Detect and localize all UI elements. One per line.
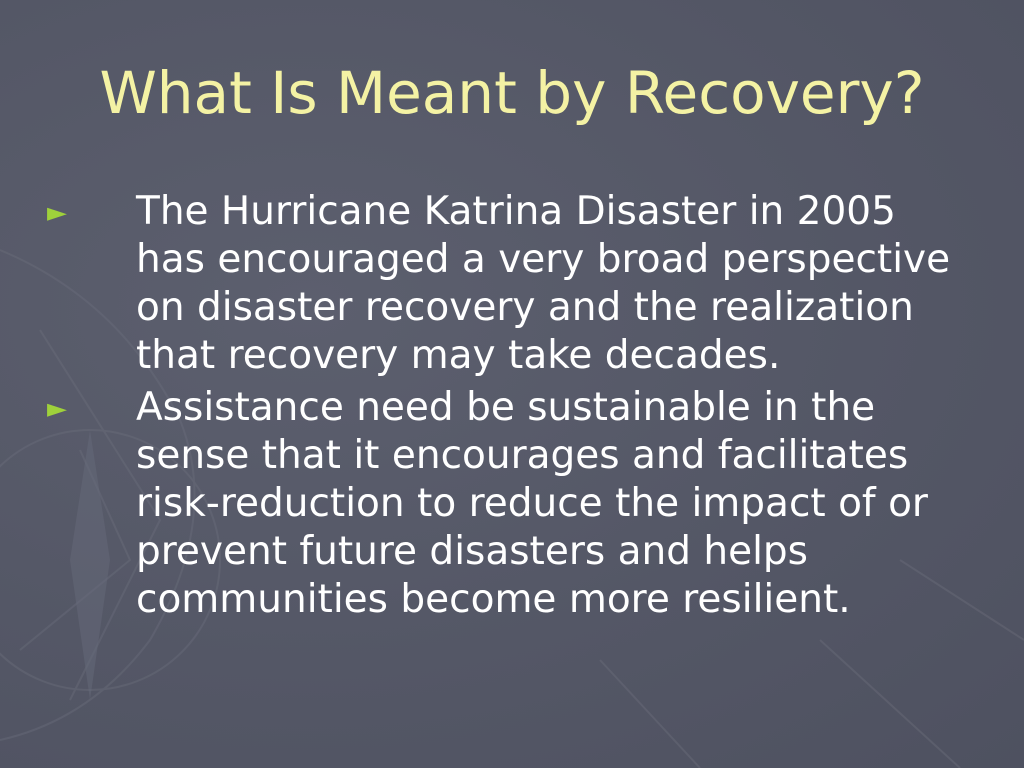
- bullet-item: [0, 188, 1024, 380]
- bullet-line: communities become more resilient.: [136, 577, 851, 622]
- triangle-bullet-icon: ►: [47, 394, 67, 424]
- bullet-line: prevent future disasters and helps: [136, 529, 808, 574]
- bullet-item: [0, 384, 1024, 624]
- bullet-text: [136, 188, 986, 380]
- bullet-line: has encouraged a very broad perspective: [136, 237, 951, 282]
- slide-title: What Is Meant by Recovery?: [99, 59, 925, 127]
- bullet-line: sense that it encourages and facilitates: [136, 433, 909, 478]
- triangle-bullet-icon: ►: [47, 198, 67, 228]
- bullet-line: Assistance need be sustainable in the: [136, 385, 876, 430]
- bullet-line: that recovery may take decades.: [136, 333, 781, 378]
- bullet-text: [136, 384, 986, 624]
- bullet-line: The Hurricane Katrina Disaster in 2005: [136, 189, 896, 234]
- bullet-line: on disaster recovery and the realization: [136, 285, 914, 330]
- bullet-line: risk-reduction to reduce the impact of or: [136, 481, 928, 526]
- bullet-list: [0, 188, 1024, 628]
